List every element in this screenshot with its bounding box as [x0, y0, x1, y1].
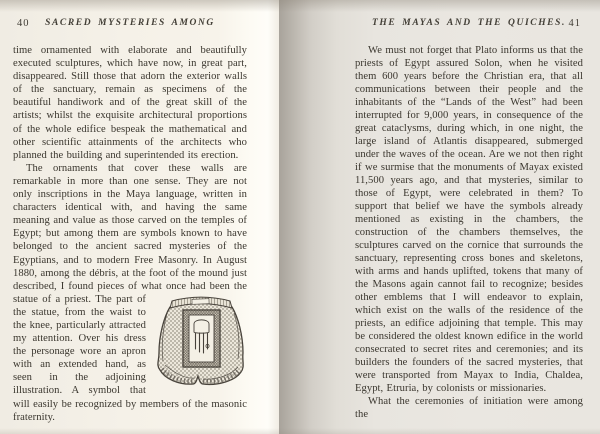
left-page-header: [13, 18, 247, 34]
paragraph: [355, 44, 583, 395]
right-page-text: [355, 44, 583, 421]
scan-bottom-edge: [0, 428, 600, 434]
right-page-header: [355, 18, 583, 34]
paragraph-text: What the ceremonies of initiation were among the: [355, 396, 583, 420]
right-page: [355, 18, 583, 421]
paragraph-text: The ornaments that cover these walls are remarkable in more than one sense. They are not only inscriptions in the Maya language, written in characters identical with, and having the same meaning and value as those carved on the temples of Egypt; but among them are symbols known to have belonged to the ancient sacred mysteries of the Egyptians, and to modern Free Masonry. In August 1880, among the débris, at the foot of the mound just described, I found pieces of what once had: [13, 162, 247, 292]
paragraph: [355, 395, 583, 421]
paragraph-text: time ornamented with elaborate and beautifully executed sculptures, which have now, in great part, disappeared. Still those that adorn the exterior walls of the sanctuary, remain as specimens of the beautiful handiwork and of the great skill of the artists; whilst the exquisite architectural proportions of the whole edifice bespeak the mathematical and other scientific attainments of the architects who planned the building and superintended its erection.: [13, 45, 247, 161]
left-running-title: SACRED MYSTERIES AMONG: [45, 18, 215, 28]
right-page-number: 41: [568, 18, 581, 29]
left-page: [13, 18, 247, 424]
left-page-text: [13, 44, 247, 424]
scan-top-edge: [0, 0, 600, 12]
left-page-number: 40: [17, 18, 30, 29]
paragraph-text: We must not forget that Plato informs us that the priests of Egypt assured Solon, when he visited them 600 years before the Christian era, that all communications between their people and the inhabitants of the “Lands of the West” had been interrupted for 9,000 years, in consequence of the great cataclysms, during which, in one night, the large island of Atlantis disappeared, submerged under the waves of the ocean. Are we not then right if we surmise that the monuments of Mayax existed 11,500 years ago, and that mysteries, similar to those of Egypt, were celebrated in them? To support that belief we have the symbols already mentioned as existing in the chambers, the construction of the chambers themselves, the sculptures carved on the cornice that surrounds the sanctuary, representing cross bones and skeletons, with arms and hands uplifted, tokens that many of the Masons again cannot fail to recognize; besides other emblems that I will endeavor to explain, which exist on the walls of the residence of the priests, an edifice adjoining that temple. This may be considered the oldest known edifice in the world consecrated to secret rites and ceremonies; and its builders the founders of the sacred mysteries, that were transported from Mayax to India, Chaldea, Egypt, Etruria, by colonists or missionaries.: [355, 45, 583, 394]
paragraph-text: been the statue of a priest. The part of the statue, from the waist to the knee, particularly attracted my attention. Over his dress the personage wore an apron with an extended hand, as seen in the adjoining illustration. A symbol that will easily be recognized by members of the masonic fraternity.: [13, 280, 247, 423]
right-running-title: THE MAYAS AND THE QUICHES.: [372, 18, 566, 28]
paragraph-with-illustration: [13, 162, 247, 424]
paragraph: [13, 44, 247, 162]
apron-statue-illustration: [153, 295, 247, 391]
